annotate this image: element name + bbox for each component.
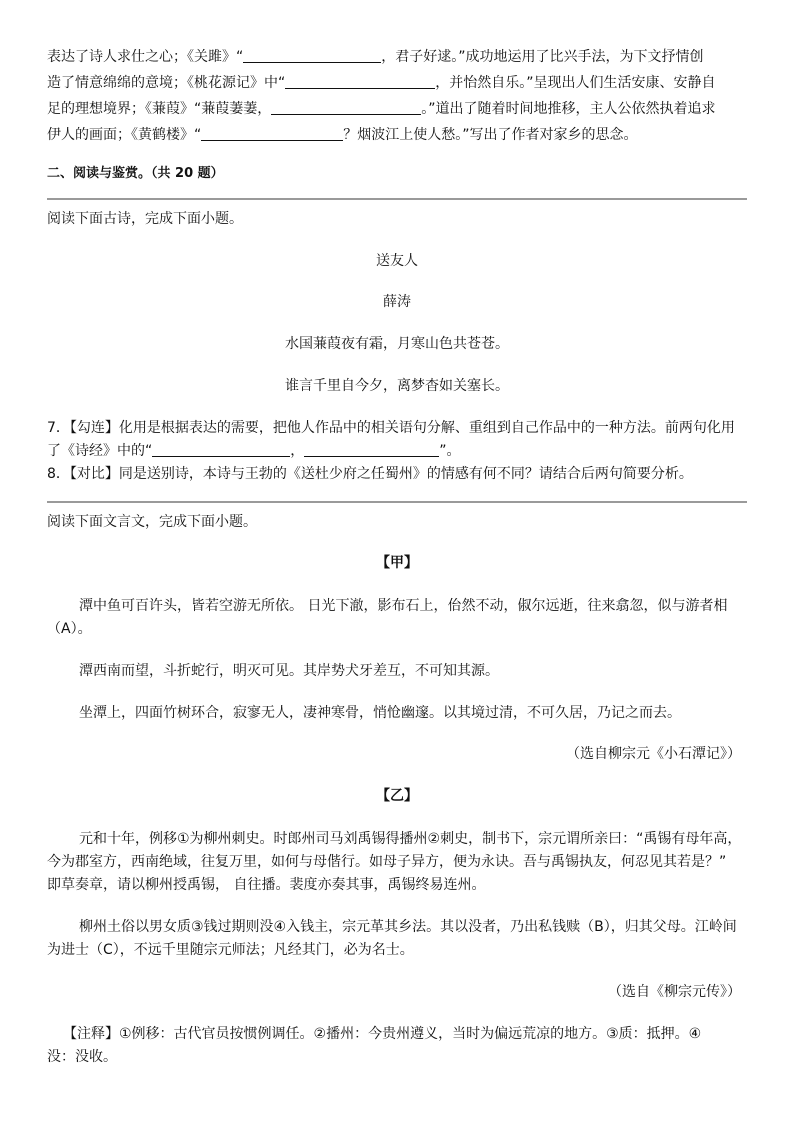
fill-text: 。”道出了随着时间地推移，主人公依然执着追求 xyxy=(421,101,716,117)
passage-jia-paragraph-1-cont: （A）。 xyxy=(47,621,92,637)
fill-text: 造了情意绵绵的意境；《桃花源记》中“ xyxy=(47,75,286,91)
answer-blank[interactable] xyxy=(243,48,381,63)
passage-yi-paragraph-2-cont: 为进士（C），不远千里随宗元师法；凡经其门，必为名士。 xyxy=(47,942,414,958)
passage-yi-paragraph-1: 元和十年，例移①为柳州刺史。时郎州司马刘禹锡得播州②刺史，制书下，宗元谓所亲曰：“禹锡有母年高， xyxy=(79,831,742,847)
answer-blank[interactable] xyxy=(271,100,421,115)
poem-author: 薛涛 xyxy=(383,294,411,310)
poem-intro: 阅读下面古诗，完成下面小题。 xyxy=(47,211,243,227)
passage-yi-paragraph-1-cont: 即草奏章，请以柳州授禹锡， 自往播。裴度亦奏其事，禹锡终易连州。 xyxy=(47,877,486,893)
question-8: 8．【对比】同是送别诗，本诗与王勃的《送杜少府之任蜀州》的情感有何不同？请结合后两句简要分析。 xyxy=(47,466,693,482)
answer-blank[interactable] xyxy=(152,442,290,457)
divider xyxy=(47,198,747,200)
passage-jia-source: （选自柳宗元《小石潭记》） xyxy=(566,746,741,762)
fill-text: ？烟波江上使人愁。”写出了作者对家乡的思念。 xyxy=(343,127,638,143)
answer-blank[interactable] xyxy=(201,126,343,141)
fill-line-2 xyxy=(47,73,716,93)
q7-text: ， xyxy=(290,443,305,459)
fill-text: 伊人的画面；《黄鹤楼》“ xyxy=(47,127,202,143)
passage-yi-paragraph-1-cont: 今为郡室方，西南绝域，往复万里，如何与母偕行。如母子异方，便为永诀。吾与禹锡执友，何忍见其若是？” xyxy=(47,854,727,870)
passage-jia-paragraph-2: 潭西南而望，斗折蛇行，明灭可见。其岸势犬牙差互，不可知其源。 xyxy=(79,663,499,679)
passage-yi-paragraph-2: 柳州土俗以男女质③钱过期则没④入钱主，宗元革其乡法。其以没者，乃出私钱赎（B），归其父母。江岭间 xyxy=(79,919,737,935)
fill-text: 表达了诗人求仕之心；《关雎》“ xyxy=(47,49,244,65)
answer-blank[interactable] xyxy=(304,442,439,457)
section-heading: 二、阅读与鉴赏。（共 20 题） xyxy=(47,166,224,181)
passage-jia-heading: 【甲】 xyxy=(376,555,418,571)
fill-line-4 xyxy=(47,125,638,145)
poem-line-2: 谁言千里自今夕，离梦杳如关塞长。 xyxy=(285,378,509,394)
fill-text: ，君子好逑。”成功地运用了比兴手法，为下文抒情创 xyxy=(381,49,704,65)
divider xyxy=(47,501,747,503)
poem-title: 送友人 xyxy=(376,253,418,269)
answer-blank[interactable] xyxy=(285,74,435,89)
passage-jia-paragraph-3: 坐潭上，四面竹树环合，寂寥无人，凄神寒骨，悄怆幽邃。以其境过清，不可久居，乃记之而去。 xyxy=(79,705,681,721)
fill-text: ，并怡然自乐。”呈现出人们生活安康、安静自 xyxy=(435,75,716,91)
fill-line-3 xyxy=(47,99,716,119)
q7-text: ”。 xyxy=(439,443,461,459)
notes: 【注释】①例移：古代官员按惯例调任。②播州：今贵州遵义，当时为偏远荒凉的地方。③质：抵押。④ xyxy=(63,1026,702,1042)
q7-text: 了《诗经》中的“ xyxy=(47,443,153,459)
passage-jia-paragraph-1: 潭中鱼可百许头，皆若空游无所依。 日光下澈，影布石上，佁然不动，俶尔远逝，往来翕忽，似与游者相 xyxy=(79,598,728,614)
fill-line-1 xyxy=(47,47,704,67)
prose-intro: 阅读下面文言文，完成下面小题。 xyxy=(47,514,257,530)
question-7-line-2 xyxy=(47,441,461,461)
passage-yi-source: （选自《柳宗元传》） xyxy=(608,984,741,1000)
fill-text: 足的理想境界；《蒹葭》“蒹葭萋萋， xyxy=(47,101,272,117)
poem-line-1: 水国蒹葭夜有霜，月寒山色共苍苍。 xyxy=(285,336,509,352)
notes-cont: 没：没收。 xyxy=(47,1049,117,1065)
question-7-line-1: 7．【勾连】化用是根据表达的需要，把他人作品中的相关语句分解、重组到自己作品中的一种方法。前两句化用 xyxy=(47,420,735,436)
passage-yi-heading: 【乙】 xyxy=(376,788,418,804)
